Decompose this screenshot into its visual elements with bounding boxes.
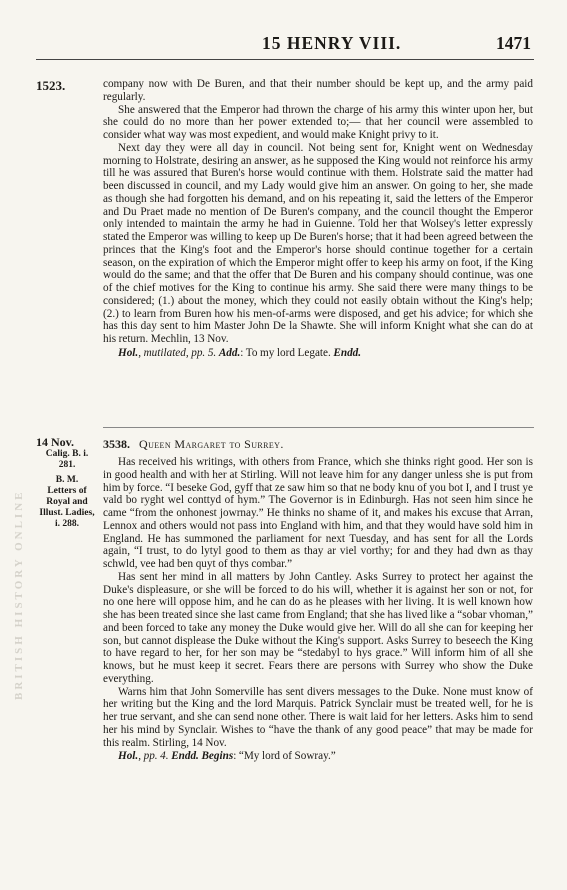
paragraph: company now with De Buren, and that their number should be kept up, and the army paid regularly. (103, 78, 533, 103)
entry-number: 3538. (103, 437, 130, 451)
endorsement-begins-text: : “My lord of Sowray.” (233, 750, 336, 763)
endorsement-endd: Endd. (171, 750, 199, 763)
watermark-stamp: BRITISH HISTORY ONLINE (13, 489, 25, 700)
entry-title: Queen Margaret to Surrey. (139, 437, 284, 451)
endorsement-hol: Hol. (118, 750, 139, 763)
endorsement (103, 750, 533, 763)
endorsement-add: Add. (218, 346, 241, 359)
endorsement-begins: Begins (201, 750, 234, 763)
running-title: 15 HENRY VIII. (262, 33, 402, 53)
endorsement-desc: , mutilated, pp. 5. (138, 346, 217, 359)
year-marker: 1523. (36, 78, 66, 93)
margin-ref-name: Calig. B. i. (45, 449, 89, 459)
endorsement-desc: , pp. 4. (138, 750, 169, 763)
entry-3538-body (103, 456, 533, 763)
endorsement-endd: Endd. (333, 346, 362, 359)
endorsement-hol: Hol. (118, 346, 139, 359)
margin-notes (36, 437, 98, 530)
entry-separator (103, 427, 534, 428)
page-number: 1471 (496, 33, 531, 53)
margin-ref2-line: Royal and (46, 497, 88, 507)
header-rule (36, 59, 534, 60)
margin-ref2-name: B. M. (55, 475, 79, 485)
margin-ref2-line: i. 288. (54, 519, 79, 529)
letter-1537-body (103, 78, 533, 360)
paragraph: Has sent her mind in all matters by John Cantley. Asks Surrey to protect her against the Duke's displeasure, or she will be forced to do his will, whether it is against her son or not, for no one here will oppose him, and he can do as he pleases with her living. It is well known how she has been treated since she last came from England; that she has lived like a “sobar vhoman,” and been forced to take any money the Duke would give her. Will do all she can for keeping her son, but cannot displease the Duke without the King's support. Asks Surrey to beseech the King to have regard to her, for her son may be “stedabyl to hys grace.” Will inform him of all she knows, but he must keep it secret. Fears there are persons with Surrey who show the Duke everything. (103, 570, 533, 685)
endorsement (103, 347, 533, 360)
paragraph: Warns him that John Somerville has sent divers messages to the Duke. None must know of her writing but the King and the lord Marquis. Patrick Synclair must be treated well, for he is her true servant, and she can send none other. There is wait laid for her letters. Asks him to send her his mind by Synclair. Wishes to “have the thank of any good peace” that may be made for this realm. Stirling, 14 Nov. (103, 685, 533, 749)
page-header (0, 33, 567, 57)
margin-date: 14 Nov. (36, 435, 75, 449)
entry-heading (103, 437, 533, 452)
paragraph: Next day they were all day in council. Not being sent for, Knight went on Wednesday morning to Holstrate, desiring an answer, as he supposed the King would not reinforce his army till he was assured that Buren's horse would continue with them. Holstrate said the matter had been discussed in council, and my Lady would give him an answer. On going to her, she made as though she had forgotten his demand, and on his repeating it, said the letters of the Emperor and Du Praet made no mention of De Buren's company, and the council thought the Emperor only intended to maintain the army he had in Guienne. Told her that Wolsey's letter expressly stated the Emperor was willing to keep up De Buren's horse; that it had been agreed between the princes that the King's foot and the Emperor's horse should continue together for a certain season, on the expiration of which the Emperor might offer to keep his army on foot, if the King would do the same; and that the offer that De Buren and his company should continue, was one of the chief motives for the King to continue his army. She said there were many things to be considered; (1.) about the money, which they could not easily obtain without the King's help; (2.) to learn from Buren how his men-of-arms were disposed, and get his advice; for which she has this day sent to him Master John De la Shawte. She will inform Knight what she can do at his return. Mechlin, 13 Nov. (103, 141, 533, 345)
margin-ref2-line: Letters of (47, 486, 87, 496)
margin-ref2-line: Illust. Ladies, (39, 508, 95, 518)
paragraph: She answered that the Emperor had thrown the charge of his army this winter upon her, but she could do no more than her power extended to;— that her council were assembled to consider what way was most expedient, and would make Knight privy to it. (103, 103, 533, 141)
paragraph: Has received his writings, with others from France, which she thinks right good. Her son is in good health and with her at Stirling. Will not leave him for any danger unless she is put from him by force. “I beseke God, gyff that ze saw him so that ne body knu of you bot I, and I trust ye vald bo ryght wel conttyd of hym.” The Governor is in Edinburgh. Has not seen him since he came “from the onhonest jowrnay.” He thinks no shame of it, and makes his excuse that Arran, Lennox and others would not pass into England with him, and that they would have sold him in England. He has summoned the parliament for next Tuesday, and has sent for all the Lords again, “I trust, to do lytyl good to them as thay ar viel vorthy; for and they had dwn as thay schwld, vee had ben quyt of thys combar.” (103, 456, 533, 570)
margin-ref-page: 281. (58, 460, 76, 470)
endorsement-add-text: : To my lord Legate. (240, 346, 331, 359)
